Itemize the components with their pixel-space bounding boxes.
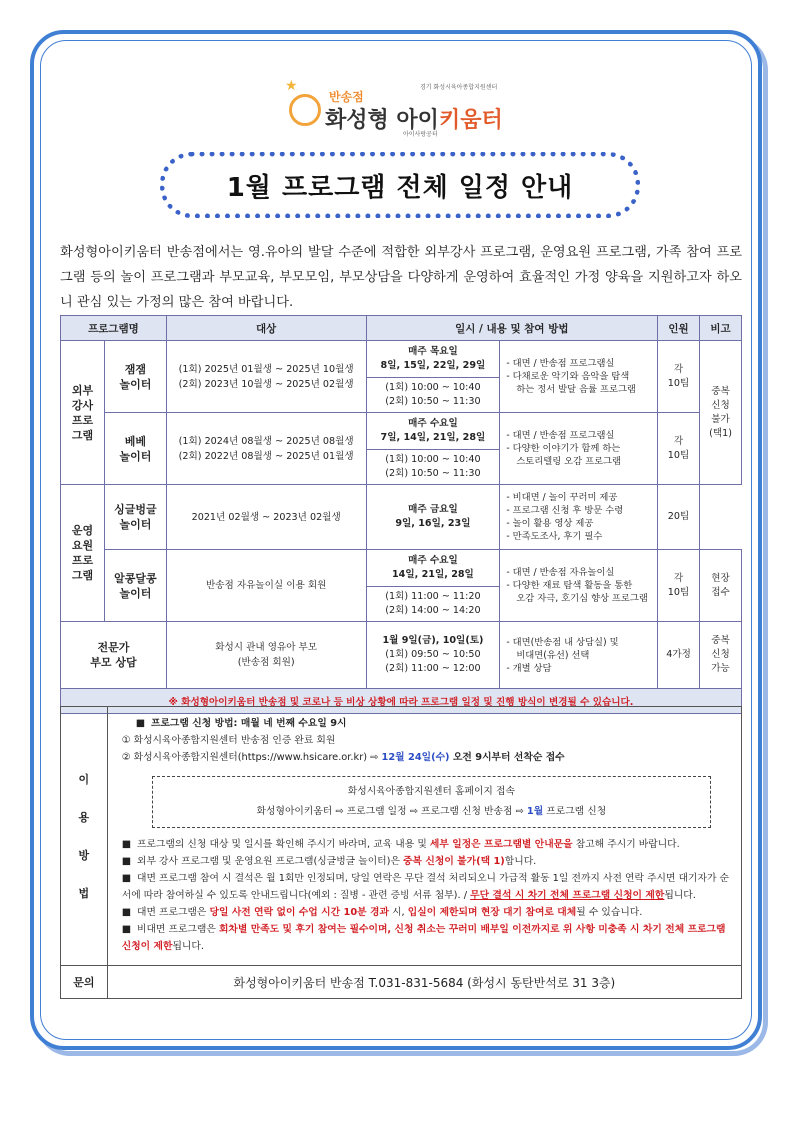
- program-when: 1월 9일(금), 10일(토) (1회) 09:50 ~ 10:50 (2회) 11:00 ~ 12:00: [366, 622, 500, 689]
- schedule-table: [60, 315, 742, 714]
- header-when: 일시 / 내용 및 참여 방법: [366, 316, 658, 341]
- contact-info: 화성형아이키움터 반송점 T.031-831-5684 (화성시 동탄반석로 31 3층): [107, 966, 741, 999]
- note-duplicate-ok: 중복 신청 가능: [700, 622, 742, 689]
- contact-label: 문의: [61, 966, 108, 999]
- notice-text: ※ 화성형아이키움터 반송점 및 코로나 등 비상 상황에 따라 프로그램 일정 및 진행 방식이 변경될 수 있습니다.: [61, 689, 742, 714]
- program-name: 전문가 부모 상담: [61, 622, 167, 689]
- usage-bullet: ■ 비대면 프로그램은 회차별 만족도 및 후기 참여는 필수이며, 신청 취소는 꾸러미 배부일 이전까지로 위 사항 미충족 시 차기 전체 프로그램 신청이 제한됩니다.: [121, 924, 726, 952]
- program-count: 4가정: [658, 622, 700, 689]
- program-target: 2021년 02월생 ~ 2023년 02월생: [166, 485, 366, 550]
- table-row: [61, 622, 742, 689]
- table-row: [61, 413, 742, 450]
- program-name: 잼잼 놀이터: [104, 341, 166, 413]
- program-name: 알콩달콩 놀이터: [104, 550, 166, 622]
- header-count: 인원: [658, 316, 700, 341]
- program-how: - 비대면 / 놀이 꾸러미 제공 - 프로그램 신청 후 방문 수령 - 놀이 활용 영상 제공 - 만족도조사, 후기 필수: [500, 485, 658, 550]
- note-duplicate: 중복 신청 불가 (택1): [700, 341, 742, 485]
- apply-step-2: ② 화성시육아종합지원센터(https://www.hsicare.or.kr) ⇨ 12월 24일(수) 오전 9시부터 선착순 접수: [121, 752, 565, 763]
- usage-bullet: ■ 대면 프로그램은 당일 사전 연락 없이 수업 시간 10분 경과 시, 입실이 제한되며 현장 대기 참여로 대체될 수 있습니다.: [121, 907, 643, 918]
- contact-row: [61, 966, 742, 999]
- apply-title: ■ 프로그램 신청 방법: 매월 네 번째 수요일 9시: [135, 718, 347, 729]
- usage-label: 이 용 방 법: [61, 707, 108, 966]
- program-how: - 대면 / 반송점 프로그램실 - 다양한 이야기가 함께 하는 스토리텔링 오감 프로그램: [500, 413, 658, 485]
- star-icon: ★: [285, 78, 298, 94]
- table-header-row: [61, 316, 742, 341]
- logo-sub: 아이사랑공터: [403, 131, 438, 138]
- header-program: 프로그램명: [61, 316, 167, 341]
- header-target: 대상: [166, 316, 366, 341]
- program-how: - 대면(반송점 내 상담실) 및 비대면(유선) 선택 - 개별 상담: [500, 622, 658, 689]
- program-when: 매주 수요일 7일, 14일, 21일, 28일: [366, 413, 500, 450]
- program-target: 화성시 관내 영유아 부모 (반송점 회원): [166, 622, 366, 689]
- logo-branch: 반송점: [329, 90, 364, 104]
- program-target: (1회) 2024년 08월생 ~ 2025년 08월생 (2회) 2022년 08월생 ~ 2025년 01월생: [166, 413, 366, 485]
- usage-table: [60, 706, 742, 999]
- table-row: [61, 550, 742, 587]
- program-count: 각 10팀: [658, 413, 700, 485]
- program-time: (1회) 10:00 ~ 10:40 (2회) 10:50 ~ 11:30: [366, 378, 500, 413]
- program-how: - 대면 / 반송점 자유놀이실 - 다양한 재료 탐색 활동을 통한 오감 자극, 호기심 향상 프로그램: [500, 550, 658, 622]
- program-count: 20팀: [658, 485, 700, 550]
- program-target: (1회) 2025년 01월생 ~ 2025년 10월생 (2회) 2023년 10월생 ~ 2025년 02월생: [166, 341, 366, 413]
- intro-text: 화성형아이키움터 반송점에서는 영.유아의 발달 수준에 적합한 외부강사 프로그램, 운영요원 프로그램, 가족 참여 프로그램 등의 놀이 프로그램과 부모교육, 부모모임, 부모상담을 다양하게 운영하여 효율적인 가정 양육을 지원하고자 하오니 관심 있는 가정의 많은 참여 바랍니다.: [60, 245, 742, 310]
- program-when: 매주 목요일 8일, 15일, 22일, 29일: [366, 341, 500, 378]
- group-staff: 운영 요원 프로 그램: [61, 485, 105, 622]
- program-name: 싱글벙글 놀이터: [104, 485, 166, 550]
- smile-icon: [289, 94, 321, 126]
- header-note: 비고: [700, 316, 742, 341]
- table-row: [61, 341, 742, 378]
- program-time: (1회) 11:00 ~ 11:20 (2회) 14:00 ~ 14:20: [366, 587, 500, 622]
- logo-main: 화성형 아이키움터: [325, 108, 503, 133]
- usage-bullet: ■ 대면 프로그램 참여 시 결석은 월 1회만 인정되며, 당일 연락은 무단 결석 처리되오니 가급적 활동 1일 전까지 사전 연락 주시면 대기자가 순서에 따라 참여하실 수 있도록 안내드립니다(예외 : 질병 - 관련 증빙 서류 첨부). / 무단 결석 시 차기 전체 프로그램 신청이 제한됩니다.: [121, 873, 730, 901]
- apply-step-1: ① 화성시육아종합지원센터 반송점 인증 완료 회원: [121, 735, 336, 746]
- program-when: 매주 금요일 9일, 16일, 23일: [366, 485, 500, 550]
- usage-bullet: ■ 프로그램의 신청 대상 및 일시를 확인해 주시기 바라며, 교육 내용 및 세부 일정은 프로그램별 안내문을 참고해 주시기 바랍니다.: [121, 839, 680, 850]
- program-count: 각 10팀: [658, 550, 700, 622]
- program-time: (1회) 10:00 ~ 10:40 (2회) 10:50 ~ 11:30: [366, 450, 500, 485]
- table-row: [61, 485, 742, 550]
- usage-row: [61, 707, 742, 966]
- program-count: 각 10팀: [658, 341, 700, 413]
- program-name: 베베 놀이터: [104, 413, 166, 485]
- program-when: 매주 수요일 14일, 21일, 28일: [366, 550, 500, 587]
- program-how: - 대면 / 반송점 프로그램실 - 다채로운 악기와 음악을 탐색 하는 정서 발달 음률 프로그램: [500, 341, 658, 413]
- logo: [285, 78, 525, 138]
- title-box: [160, 152, 640, 218]
- page-title: 1월 프로그램 전체 일정 안내: [226, 172, 574, 203]
- usage-bullet: ■ 외부 강사 프로그램 및 운영요원 프로그램(싱글벙글 놀이터)은 중복 신청이 불가(택 1)합니다.: [121, 856, 537, 867]
- group-outside: 외부 강사 프로 그램: [61, 341, 105, 485]
- apply-path-box: 화성시육아종합지원센터 홈페이지 접속 화성형아이키움터 ⇨ 프로그램 일정 ⇨ 프로그램 신청 반송점 ⇨ 1월 프로그램 신청: [152, 776, 711, 828]
- usage-content: [107, 707, 741, 966]
- logo-org: 경기 화성시육아종합지원센터: [420, 84, 498, 91]
- note-onsite: 현장 접수: [700, 550, 742, 622]
- program-target: 반송점 자유놀이실 이용 회원: [166, 550, 366, 622]
